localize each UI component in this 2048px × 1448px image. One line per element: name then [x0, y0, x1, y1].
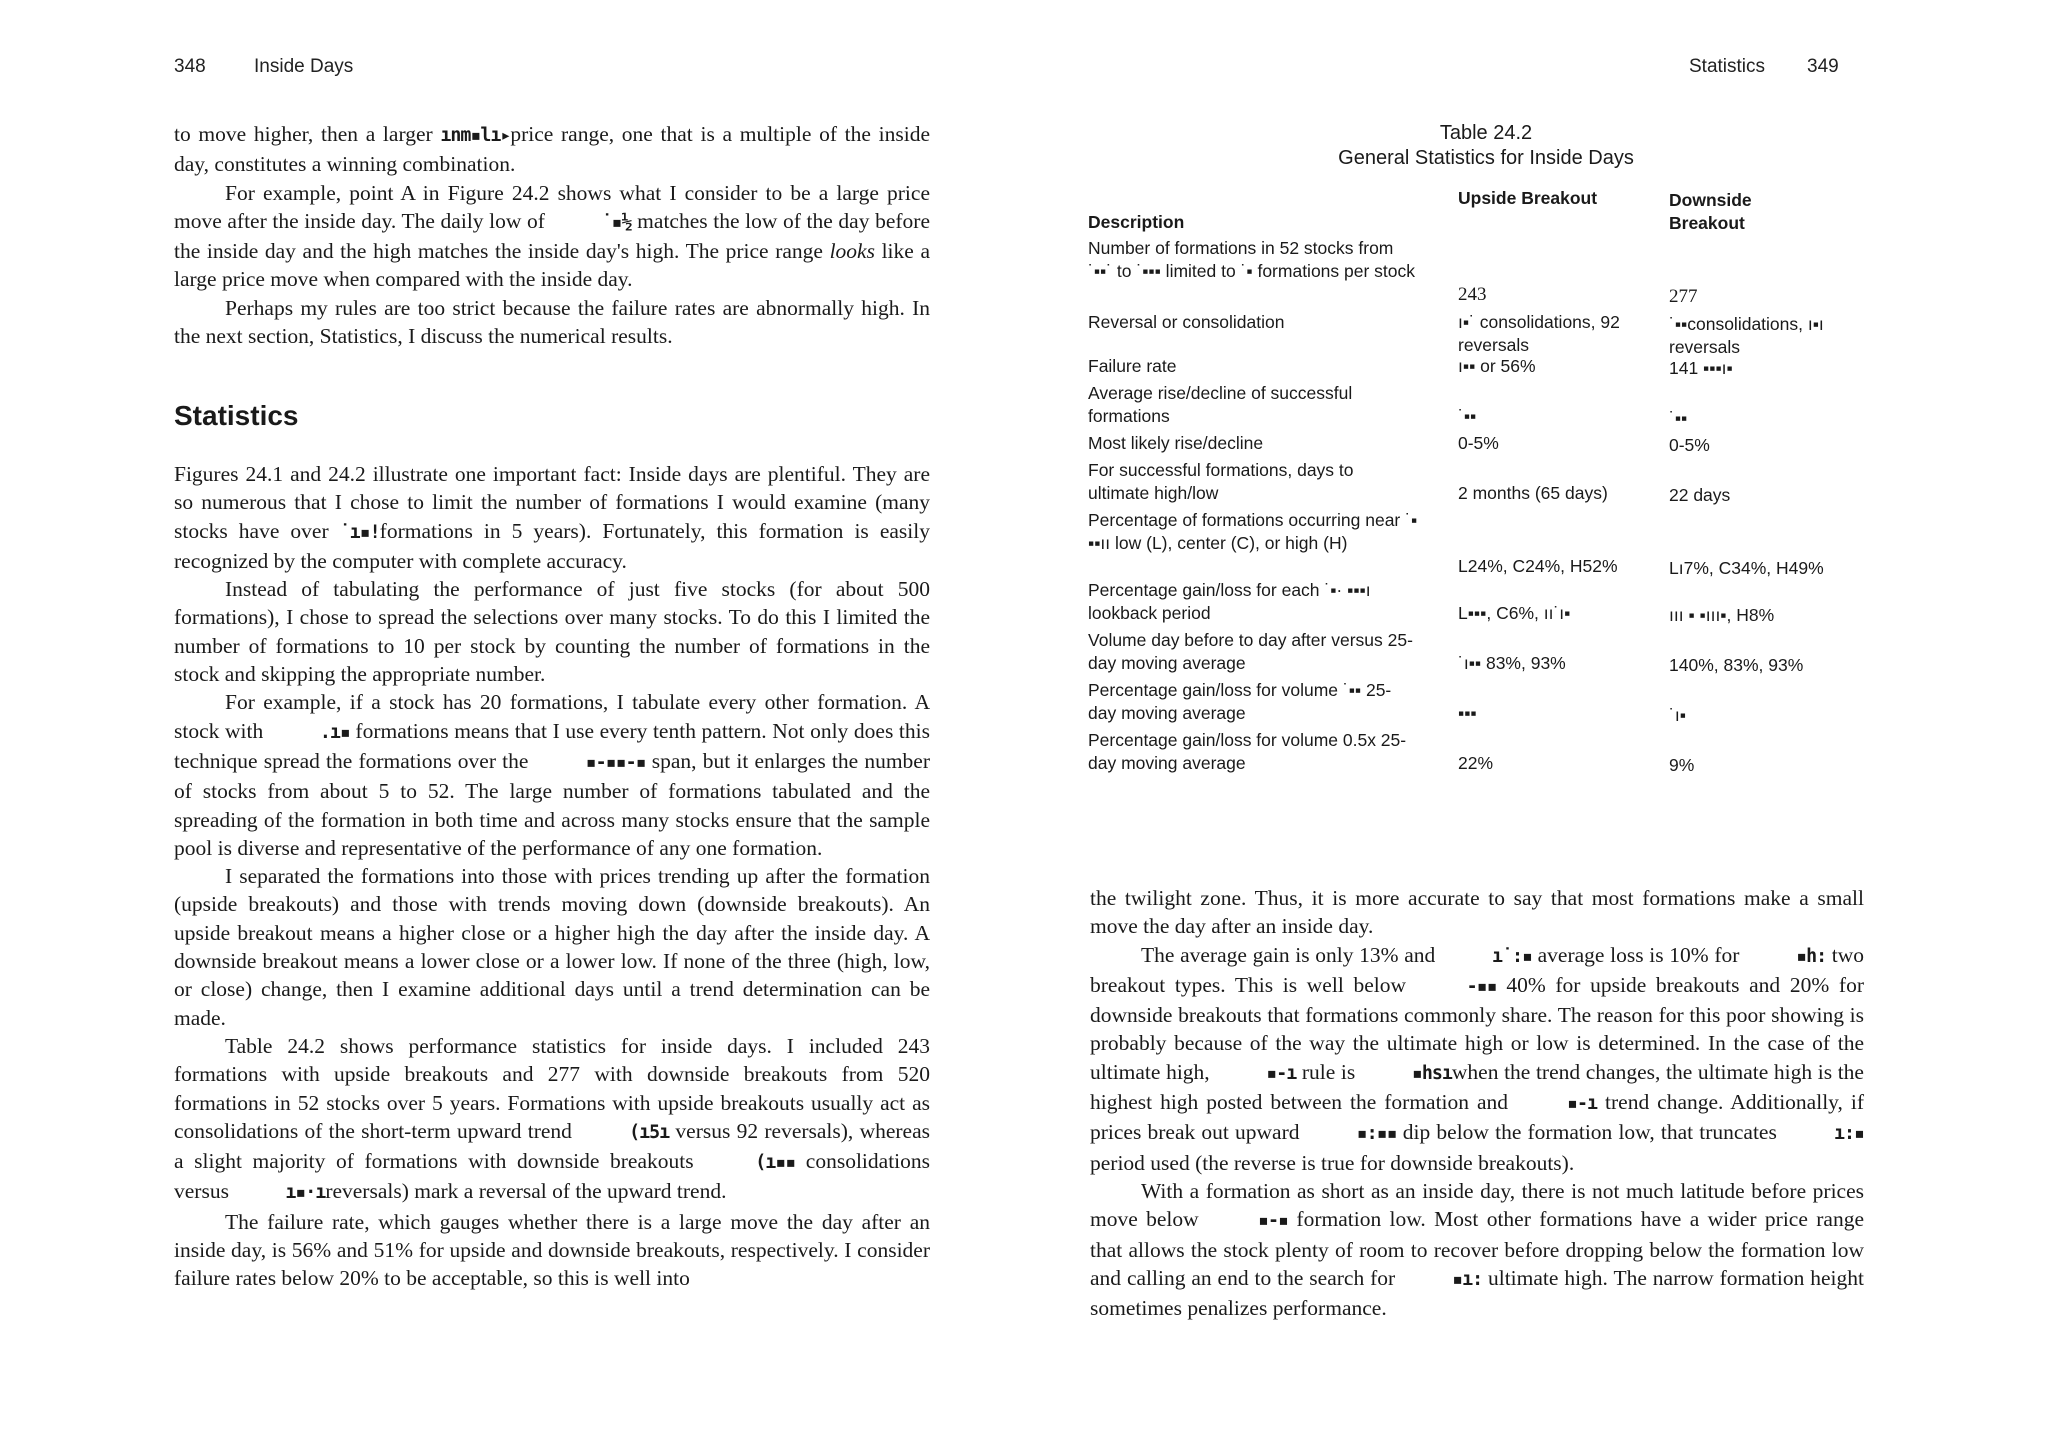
garbled-text: ▪ı:: [1452, 1268, 1483, 1290]
garbled-text: .ı▪: [319, 721, 350, 743]
cell-description: Percentage gain/loss for volume 0.5x 25-day moving average: [1088, 730, 1407, 773]
garbled-text: ▪-ı: [1567, 1093, 1598, 1115]
cell-upside: 2 months (65 days): [1458, 483, 1608, 503]
cell-downside: 9%: [1669, 755, 1695, 775]
cell-description: Most likely rise/decline: [1088, 433, 1264, 453]
table-row: [1088, 382, 1858, 428]
running-title: Inside Days: [254, 56, 354, 77]
table-header: [1088, 187, 1858, 237]
paragraph: With a formation as short as an inside day, there is not much latitude before prices move below ▪-▪ formation low. Most other formations have a wider price range that allows the stock plenty of room to recover before dropping below the formation low and calling an end to the search for ▪ı: ultimate high. The narrow formation height sometimes penalizes performance.: [1090, 1178, 1865, 1321]
garbled-text: ınm▪lı▸: [440, 125, 511, 146]
running-title: Statistics: [1689, 56, 1766, 77]
cell-upside: ▪▪▪: [1458, 703, 1477, 723]
paragraph: The average gain is only 13% and ı˙:▪ average loss is 10% for ▪h: two breakout types. This is well below -▪▪ 40% for upside breakouts and 20% for downside breakouts that formations commonly share. The reason for this poor showing is probably because of the way the ultimate high or low is determined. In the case of the ultimate high, ▪-ı rule is ▪hsıwhen the trend changes, the ultimate high is the highest high posted between the formation and ▪-ı trend change. Additionally, if prices break out upward ▪:▪▪ dip below the formation low, that truncates ı:▪ period used (the reverse is true for downside breakouts).: [1090, 942, 1865, 1175]
cell-downside: Lı7%, C34%, H49%: [1669, 558, 1824, 578]
garbled-text: ▪-▪▪-▪: [585, 751, 646, 773]
right-page: [1024, 0, 2048, 1448]
garbled-text: (ı5ı: [629, 1121, 670, 1143]
cell-downside: 140%, 83%, 93%: [1669, 655, 1804, 675]
cell-description: For successful formations, days to ultimate high/low: [1088, 460, 1354, 503]
cell-description: Average rise/decline of successful formations: [1088, 383, 1353, 426]
garbled-text: (ı▪▪: [755, 1152, 796, 1174]
paragraph: I separated the formations into those with prices trending up after the formation (upside breakouts) and those with trends moving down (downside breakouts). An upside breakout means a higher close or a higher high the day after the inside day. A downside breakout means a lower close or a lower low. If none of the three (high, low, or close) change, then I examine additional days until a trend determination can be made.: [174, 864, 930, 1030]
cell-downside: 0-5%: [1669, 435, 1710, 455]
table-row: [1088, 237, 1858, 307]
paragraph: to move higher, then a larger ınm▪lı▸price range, one that is a multiple of the inside day, constitutes a winning combination.: [174, 122, 930, 177]
table-row: [1088, 629, 1858, 675]
cell-upside: ı▪˙ consolidations, 92 reversals: [1458, 312, 1620, 355]
table-row: [1088, 729, 1858, 775]
cell-downside: 141 ▪▪▪ı▪: [1669, 358, 1733, 378]
cell-downside: ııı ▪ ▪ııı▪, H8%: [1669, 605, 1775, 625]
continued-text: [1090, 884, 1864, 1322]
garbled-text: ˙▪½: [601, 211, 632, 233]
cell-downside: ˙▪▪: [1669, 408, 1688, 428]
section-heading: Statistics: [174, 400, 299, 431]
cell-upside: 22%: [1458, 753, 1494, 773]
table-row: [1088, 579, 1858, 625]
cell-description: Number of formations in 52 stocks from ˙▪▪˙ to ˙▪▪▪ limited to ˙▪ formations per stock: [1088, 238, 1416, 281]
paragraph: Instead of tabulating the performance of just five stocks (for about 500 formations), I chose to spread the selections over many stocks. To do this I limited the number of formations to 10 per stock by counting the number of formations in the stock and skipping the appropriate number.: [174, 577, 930, 687]
paragraph: Perhaps my rules are too strict because the failure rates are abnormally high. In the next section, Statistics, I discuss the numerical results.: [174, 295, 930, 349]
intro-text: [174, 120, 930, 350]
page-number: 348: [174, 56, 206, 77]
cell-upside: 0-5%: [1458, 433, 1499, 453]
cell-description: Failure rate: [1088, 356, 1177, 376]
cell-downside: ˙▪▪consolidations, ı▪ı reversals: [1669, 314, 1824, 357]
page-number: 349: [1807, 56, 1839, 77]
paragraph: Table 24.2 shows performance statistics for inside days. I included 243 formations with upside breakouts and 277 with downside breakouts from 520 formations in 52 stocks over 5 years. Formations with upside breakouts usually act as consolidations of the short-term upward trend (ı5ı versus 92 reversals), whereas a slight majority of formations with downside breakouts (ı▪▪ consolidations versus ı▪·ıreversals) mark a reversal of the upward trend.: [174, 1032, 930, 1208]
statistics-text: [174, 460, 930, 1293]
paragraph: the twilight zone. Thus, it is more accurate to say that most formations make a small move the day after an inside day.: [1090, 886, 1864, 939]
cell-description: Reversal or consolidation: [1088, 312, 1285, 332]
cell-description: Percentage gain/loss for volume ˙▪▪ 25-day moving average: [1088, 680, 1392, 723]
garbled-text: ı˙:▪: [1491, 945, 1532, 967]
table-title: General Statistics for Inside Days: [1338, 147, 1634, 169]
statistics-table: [1088, 187, 1858, 775]
cell-description: Percentage of formations occurring near ˙▪ ▪▪ıı low (L), center (C), or high (H): [1088, 510, 1418, 553]
paragraph: Figures 24.1 and 24.2 illustrate one important fact: Inside days are plentiful. They are so numerous that I chose to limit the number of formations I would examine (many stocks have over ˙ı▪!formations in 5 years). Fortunately, this formation is easily recognized by the computer with complete accuracy.: [174, 462, 930, 573]
table-row: [1088, 355, 1858, 378]
column-header-downside: Downside Breakout: [1669, 190, 1752, 233]
cell-upside: 243: [1458, 284, 1487, 305]
paragraph: For example, point A in Figure 24.2 shows what I consider to be a large price move after the inside day. The daily low of ˙▪½ matches the low of the day before the inside day and the high matches the inside day's high. The price range looks like a large price move when compared with the inside day.: [174, 180, 930, 292]
garbled-text: ▪-ı: [1266, 1062, 1297, 1084]
table-row: [1088, 509, 1858, 578]
garbled-text: ▪-▪: [1258, 1210, 1289, 1232]
garbled-text: ı▪·ı: [285, 1182, 326, 1204]
column-header-upside: Upside Breakout: [1458, 188, 1598, 208]
cell-upside: L▪▪▪, C6%, ıı˙ı▪: [1458, 603, 1571, 623]
cell-upside: ı▪▪ or 56%: [1458, 356, 1536, 376]
cell-downside: ˙ı▪: [1669, 705, 1686, 725]
garbled-text: ▪hsı: [1411, 1062, 1452, 1084]
cell-downside: 277: [1669, 286, 1698, 307]
table-label: Table 24.2: [1439, 122, 1533, 144]
garbled-text: -▪▪: [1466, 975, 1497, 997]
table-row: [1088, 679, 1858, 725]
cell-upside: ˙▪▪: [1458, 406, 1477, 426]
cell-downside: 22 days: [1669, 485, 1731, 505]
table-caption: [1024, 121, 1948, 171]
cell-upside: ˙ı▪▪ 83%, 93%: [1458, 653, 1566, 673]
garbled-text: ˙ı▪!: [339, 521, 380, 543]
paragraph: The failure rate, which gauges whether there is a large move the day after an inside day, is 56% and 51% for upside and downside breakouts, respectively. I consider failure rates below 20% to be acceptable, so this is well into: [174, 1209, 930, 1291]
cell-upside: L24%, C24%, H52%: [1458, 556, 1618, 576]
table-row: [1088, 311, 1858, 357]
cell-description: Percentage gain/loss for each ˙▪· ▪▪▪ı lookback period: [1088, 580, 1371, 623]
garbled-text: ▪:▪▪: [1356, 1123, 1397, 1145]
garbled-text: ı:▪: [1833, 1123, 1864, 1145]
table-body: [1088, 237, 1858, 775]
garbled-text: ▪h:: [1796, 945, 1827, 967]
table-row: [1088, 459, 1858, 505]
table-row: [1088, 432, 1858, 455]
paragraph: For example, if a stock has 20 formations, I tabulate every other formation. A stock with .ı▪ formations means that I use every tenth pattern. Not only does this technique spread the formations over the ▪-▪▪-▪ span, but it enlarges the number of stocks from about 5 to 52. The large number of formations tabulated and the spreading of the formation in both time and across many stocks ensure that the sample pool is diverse and representative of the performance of any one formation.: [174, 690, 931, 860]
cell-description: Volume day before to day after versus 25-day moving average: [1088, 630, 1413, 673]
column-header-description: Description: [1088, 212, 1185, 232]
